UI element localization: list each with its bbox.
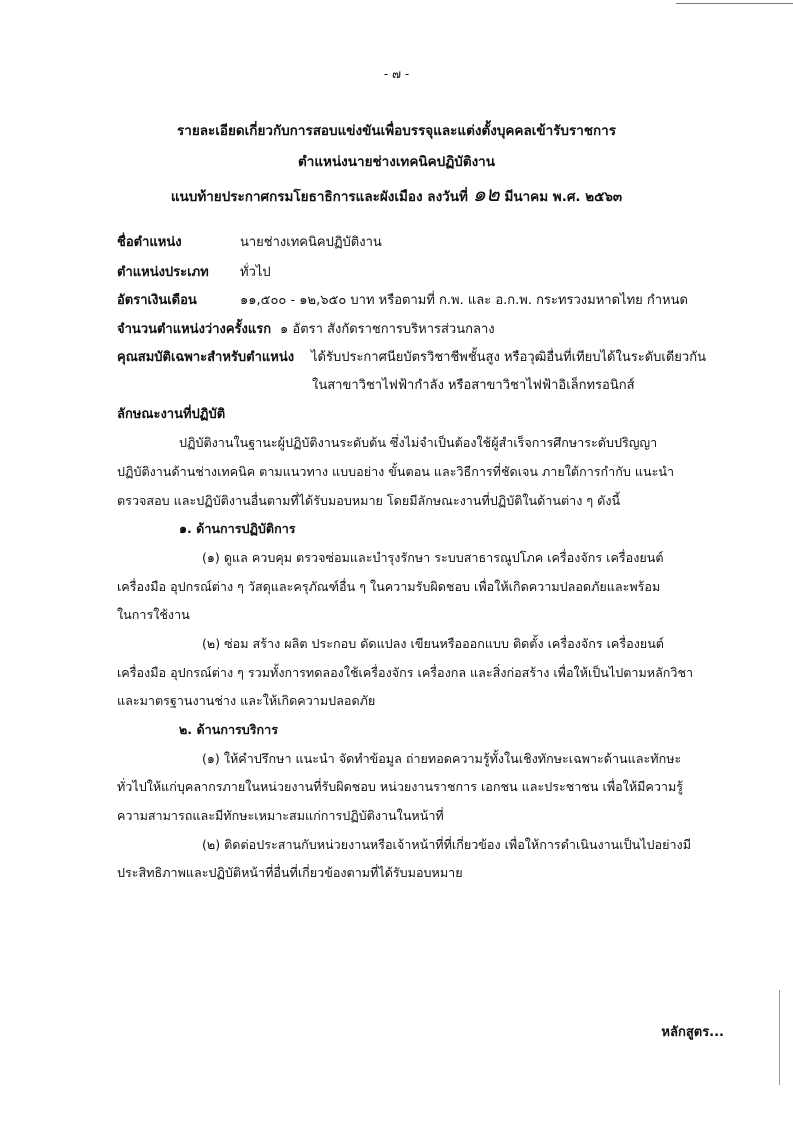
section-1-item: เครื่องมือ อุปกรณ์ต่าง ๆ วัสดุและครุภัณฑ์อื่น ๆ ในความรับผิดชอบ เพื่อให้เกิดความปลอดภัยและพร้อม: [117, 579, 661, 594]
field-value: ๑ อัตรา สังกัดราชการบริหารส่วนกลาง: [280, 322, 495, 337]
field-value: ๑๑,๕๐๐ - ๑๒,๖๕๐ บาท หรือตามที่ ก.พ. และ อ.ก.พ. กระทรวงมหาดไทย กำหนด: [240, 293, 688, 308]
field-qualification-cont: [312, 374, 635, 395]
section-2-item: ประสิทธิภาพและปฏิบัติหน้าที่อื่นที่เกี่ยวข้องตามที่ได้รับมอบหมาย: [117, 865, 463, 880]
section-1-item: และมาตรฐานงานช่าง และให้เกิดความปลอดภัย: [117, 693, 376, 708]
field-position-name: [117, 231, 382, 252]
field-vacancies: [117, 318, 495, 339]
intro-line: ปฏิบัติงานในฐานะผู้ปฏิบัติงานระดับต้น ซึ่งไม่จำเป็นต้องใช้ผู้สำเร็จการศึกษาระดับปริญญา: [179, 435, 658, 450]
page-number: - ๗ -: [383, 67, 410, 81]
section-2-heading: ๒. ด้านการบริการ: [179, 722, 279, 737]
title-date-suffix: มีนาคม พ.ศ. ๒๕๖๓: [504, 189, 623, 205]
section-1-item: เครื่องมือ อุปกรณ์ต่าง ๆ รวมทั้งการทดลองใช้เครื่องจักร เครื่องกล และสิ่งก่อสร้าง เพื่อให้เป็นไปตามหลักวิชา: [117, 665, 694, 680]
field-label: ชื่อตำแหน่ง: [117, 235, 182, 250]
section-2-item: ความสามารถและมีทักษะเหมาะสมแก่การปฏิบัติงานในหน้าที่: [117, 808, 444, 823]
field-value: นายช่างเทคนิคปฏิบัติงาน: [240, 235, 382, 250]
section-1-item: ในการใช้งาน: [117, 607, 190, 622]
field-value: ได้รับประกาศนียบัตรวิชาชีพชั้นสูง หรือวุฒิอื่นที่เทียบได้ในระดับเดียวกัน: [311, 350, 706, 365]
intro-line: ตรวจสอบ และปฏิบัติงานอื่นตามที่ได้รับมอบหมาย โดยมีลักษณะงานที่ปฏิบัติในด้านต่าง ๆ ดังนี้: [117, 493, 621, 508]
section-1-item: (๒) ซ่อม สร้าง ผลิต ประกอบ ดัดแปลง เขียนหรือออกแบบ ติดตั้ง เครื่องจักร เครื่องยนต์: [202, 636, 664, 651]
field-value-cont: ในสาขาวิชาไฟฟ้ากำลัง หรือสาขาวิชาไฟฟ้าอิเล็กทรอนิกส์: [312, 378, 635, 393]
section-2-item: ทั่วไปให้แก่บุคลากรภายในหน่วยงานที่รับผิดชอบ หน่วยงานราชการ เอกชน และประชาชน เพื่อให้มีความรู้: [117, 779, 684, 794]
continued-next-page: หลักสูตร...: [661, 1025, 724, 1040]
section-2-item: (๒) ติดต่อประสานกับหน่วยงานหรือเจ้าหน้าที่ที่เกี่ยวข้อง เพื่อให้การดำเนินงานเป็นไปอย่างมี: [202, 837, 691, 852]
doc-title-line-2: ตำแหน่งนายช่างเทคนิคปฏิบัติงาน: [298, 154, 495, 170]
intro-line: ปฏิบัติงานด้านช่างเทคนิค ตามแนวทาง แบบอย่าง ขั้นตอน และวิธีการที่ชัดเจน ภายใต้การกำกับ แนะนำ: [117, 464, 675, 479]
section-1-heading: ๑. ด้านการปฏิบัติการ: [179, 521, 296, 536]
page-edge-mark: [676, 0, 793, 4]
field-label: อัตราเงินเดือน: [117, 293, 197, 308]
field-label: จำนวนตำแหน่งว่างครั้งแรก: [117, 322, 272, 337]
handwritten-day: ๑๒: [472, 182, 500, 206]
section-2-item: (๑) ให้คำปรึกษา แนะนำ จัดทำข้อมูล ถ่ายทอดความรู้ทั้งในเชิงทักษะเฉพาะด้านและทักษะ: [202, 751, 682, 766]
page-edge-line: [779, 990, 780, 1085]
section-1-item: (๑) ดูแล ควบคุม ตรวจซ่อมและบำรุงรักษา ระบบสาธารณูปโภค เครื่องจักร เครื่องยนต์: [202, 550, 664, 565]
title-date-prefix: แนบท้ายประกาศกรมโยธาธิการและผังเมือง ลงวันที่: [170, 189, 468, 205]
field-label: ตำแหน่งประเภท: [117, 265, 209, 280]
field-value: ทั่วไป: [240, 265, 271, 280]
doc-title-line-3: [0, 178, 793, 211]
field-label: คุณสมบัติเฉพาะสำหรับตำแหน่ง: [117, 350, 295, 365]
field-position-type: [117, 261, 271, 282]
duties-heading: ลักษณะงานที่ปฏิบัติ: [117, 407, 226, 422]
field-qualification: [117, 346, 706, 367]
doc-title-line-1: รายละเอียดเกี่ยวกับการสอบแข่งขันเพื่อบรรจุและแต่งตั้งบุคคลเข้ารับราชการ: [177, 123, 616, 139]
field-salary: [117, 289, 688, 310]
